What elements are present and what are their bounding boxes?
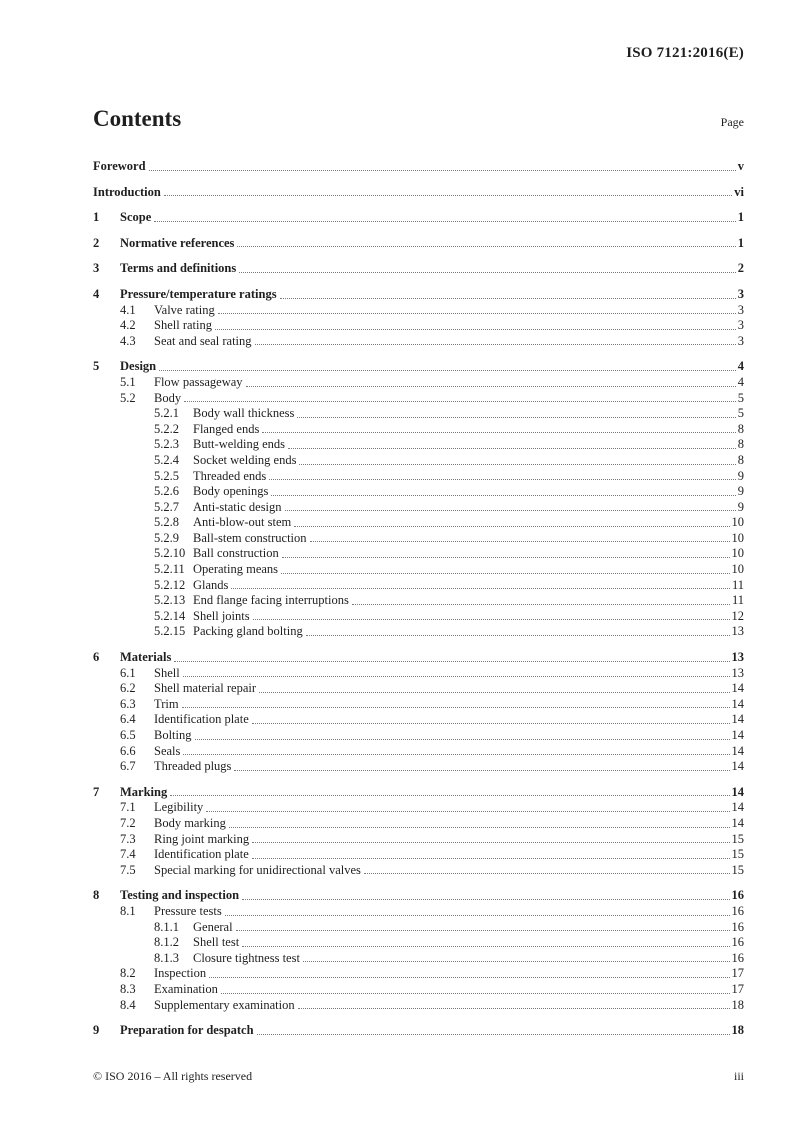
toc-entry-title: Inspection — [154, 966, 207, 981]
toc-entry-title: Glands — [193, 577, 229, 592]
toc-entry-page: 14 — [731, 759, 744, 774]
toc-entry-title: Operating means — [193, 562, 279, 577]
toc-entry[interactable] — [93, 951, 744, 967]
toc-entry-page: 4 — [737, 374, 744, 389]
toc-entry-title: Special marking for unidirectional valves — [154, 862, 361, 877]
toc-entry-page: 14 — [731, 696, 744, 711]
toc-entry-title: General — [193, 919, 233, 934]
toc-entry[interactable] — [93, 847, 744, 863]
toc-leader-dots — [262, 432, 735, 433]
toc-entry-number: 5.2.1 — [154, 406, 179, 421]
toc-leader-dots — [184, 401, 736, 402]
toc-leader-dots — [195, 739, 730, 740]
toc-entry-title: Shell joints — [193, 608, 250, 623]
toc-entry-page: 14 — [731, 743, 744, 758]
toc-entry[interactable] — [93, 422, 744, 438]
toc-entry-page: v — [737, 159, 744, 173]
toc-entry-title: Normative references — [120, 235, 235, 250]
toc-entry-title: Pressure tests — [154, 903, 222, 918]
toc-entry-title: Anti-blow-out stem — [193, 515, 292, 530]
toc-leader-dots — [183, 676, 730, 677]
toc-entry-number: 5.2.13 — [154, 593, 186, 608]
toc-entry-title: Butt-welding ends — [193, 437, 286, 452]
toc-entry-number: 5.2.8 — [154, 515, 179, 530]
toc-entry[interactable] — [93, 562, 744, 578]
toc-entry-page: 11 — [731, 577, 744, 592]
page-column-label: Page — [720, 115, 744, 129]
toc-entry-page: 10 — [731, 562, 744, 577]
toc-entry-page: 10 — [731, 515, 744, 530]
toc-entry-title: Threaded plugs — [154, 759, 232, 774]
toc-entry-page: 18 — [731, 997, 744, 1012]
toc-entry-page: 16 — [731, 919, 744, 934]
toc-entry-title: Ball-stem construction — [193, 530, 307, 545]
toc-entry[interactable] — [93, 375, 744, 391]
toc-entry-title: Shell test — [193, 935, 240, 950]
toc-entry-page: 14 — [731, 815, 744, 830]
toc-entry-title: Testing and inspection — [120, 888, 240, 903]
toc-entry[interactable] — [93, 759, 744, 775]
toc-leader-dots — [310, 541, 730, 542]
toc-leader-dots — [259, 692, 729, 693]
toc-leader-dots — [154, 221, 736, 222]
toc-leader-dots — [221, 993, 730, 994]
toc-entry-page: 14 — [731, 800, 744, 815]
toc-leader-dots — [271, 495, 735, 496]
toc-entry-title: Ball construction — [193, 546, 279, 561]
toc-entry-title: Valve rating — [154, 302, 215, 317]
toc-entry-title: Body openings — [193, 484, 269, 499]
toc-leader-dots — [231, 588, 730, 589]
toc-entry[interactable] — [93, 800, 744, 816]
toc-entry-page: vi — [734, 184, 744, 199]
toc-entry-page: 5 — [737, 406, 744, 421]
toc-entry[interactable] — [93, 609, 744, 625]
toc-leader-dots — [174, 661, 729, 662]
toc-entry-page: 17 — [731, 966, 744, 981]
toc-entry-title: Legibility — [154, 800, 204, 815]
toc-entry[interactable] — [93, 185, 744, 201]
toc-entry-title: Closure tightness test — [193, 950, 300, 965]
toc-entry[interactable] — [93, 904, 744, 920]
contents-header — [93, 106, 744, 132]
toc-entry-page: 10 — [731, 546, 744, 561]
toc-entry[interactable] — [93, 484, 744, 500]
contents-title: Contents — [93, 106, 182, 131]
toc-entry-number: 5.2.3 — [154, 437, 179, 452]
toc-entry[interactable] — [93, 500, 744, 516]
toc-entry-title: Introduction — [93, 184, 161, 199]
toc-entry[interactable] — [93, 624, 744, 640]
toc-entry[interactable] — [93, 359, 744, 375]
toc-entry-number: 5.2.10 — [154, 546, 186, 561]
toc-entry[interactable] — [93, 816, 744, 832]
toc-entry[interactable] — [93, 318, 744, 334]
toc-leader-dots — [285, 510, 736, 511]
toc-entry-title: Anti-static design — [193, 499, 282, 514]
toc-leader-dots — [252, 723, 730, 724]
toc-entry-number: 8 — [93, 888, 100, 903]
toc-entry-number: 5.2.7 — [154, 499, 179, 514]
toc-entry[interactable] — [93, 261, 744, 277]
toc-entry-page: 8 — [737, 421, 744, 436]
toc-entry[interactable] — [93, 593, 744, 609]
toc-entry-page: 16 — [731, 903, 744, 918]
toc-leader-dots — [252, 842, 729, 843]
toc-entry-number: 6.4 — [120, 712, 136, 727]
toc-entry-number: 5.2.14 — [154, 608, 186, 623]
toc-entry[interactable] — [93, 681, 744, 697]
toc-leader-dots — [237, 246, 735, 247]
toc-entry-number: 5.1 — [120, 374, 136, 389]
toc-entry[interactable] — [93, 666, 744, 682]
toc-leader-dots — [297, 417, 735, 418]
toc-entry-title: Identification plate — [154, 847, 249, 862]
toc-entry-page: 14 — [731, 681, 744, 696]
toc-entry-number: 6 — [93, 650, 100, 665]
toc-entry-number: 8.1.1 — [154, 919, 179, 934]
toc-entry[interactable] — [93, 453, 744, 469]
toc-entry-title: Seat and seal rating — [154, 333, 252, 348]
toc-entry-number: 8.1 — [120, 903, 136, 918]
copyright-notice: © ISO 2016 – All rights reserved — [93, 1069, 253, 1083]
toc-entry[interactable] — [93, 531, 744, 547]
toc-entry[interactable] — [93, 287, 744, 303]
toc-entry-number: 7.3 — [120, 831, 136, 846]
toc-leader-dots — [164, 195, 732, 196]
toc-entry-title: Shell rating — [154, 318, 212, 333]
toc-entry[interactable] — [93, 728, 744, 744]
toc-leader-dots — [236, 930, 730, 931]
toc-entry-number: 4 — [93, 286, 100, 301]
toc-leader-dots — [183, 754, 729, 755]
toc-leader-dots — [242, 946, 729, 947]
toc-entry-page: 9 — [737, 499, 744, 514]
toc-leader-dots — [253, 619, 730, 620]
toc-entry-number: 3 — [93, 261, 100, 276]
toc-entry-number: 5.2 — [120, 390, 136, 405]
toc-entry-number: 7 — [93, 784, 100, 799]
toc-entry[interactable] — [93, 650, 744, 666]
toc-entry-title: Pressure/temperature ratings — [120, 286, 277, 301]
toc-entry-title: Scope — [120, 210, 152, 225]
toc-leader-dots — [252, 858, 730, 859]
toc-entry[interactable] — [93, 303, 744, 319]
toc-entry-number: 6.7 — [120, 759, 136, 774]
toc-entry-page: 5 — [737, 390, 744, 405]
toc-entry[interactable] — [93, 712, 744, 728]
toc-entry-page: 3 — [737, 286, 744, 301]
toc-leader-dots — [229, 827, 730, 828]
toc-entry-page: 9 — [737, 484, 744, 499]
toc-entry-number: 5.2.15 — [154, 624, 186, 639]
toc-entry[interactable] — [93, 744, 744, 760]
toc-entry-number: 8.3 — [120, 981, 136, 996]
toc-leader-dots — [281, 573, 729, 574]
toc-entry-title: Flow passageway — [154, 374, 243, 389]
toc-entry-number: 5.2.2 — [154, 421, 179, 436]
toc-leader-dots — [159, 370, 736, 371]
toc-entry-page: 8 — [737, 452, 744, 467]
toc-leader-dots — [182, 707, 730, 708]
toc-entry-number: 5.2.9 — [154, 530, 179, 545]
toc-entry-number: 4.1 — [120, 302, 136, 317]
page-footer — [93, 1069, 744, 1084]
toc-entry[interactable] — [93, 863, 744, 879]
toc-entry-title: Body wall thickness — [193, 406, 295, 421]
toc-entry-page: 18 — [731, 1023, 744, 1038]
toc-entry-page: 14 — [731, 784, 744, 799]
toc-entry-page: 16 — [731, 935, 744, 950]
toc-entry-page: 15 — [731, 831, 744, 846]
toc-entry-title: Materials — [120, 650, 172, 665]
toc-entry-number: 5.2.6 — [154, 484, 179, 499]
toc-entry[interactable] — [93, 546, 744, 562]
toc-entry-number: 7.5 — [120, 862, 136, 877]
toc-entry-title: End flange facing interruptions — [193, 593, 349, 608]
toc-entry-title: Threaded ends — [193, 468, 267, 483]
toc-entry-title: Body — [154, 390, 182, 405]
toc-leader-dots — [246, 386, 736, 387]
toc-entry-title: Shell — [154, 665, 180, 680]
toc-entry-title: Foreword — [93, 159, 146, 173]
toc-entry-page: 17 — [731, 981, 744, 996]
toc-leader-dots — [149, 170, 736, 171]
toc-entry-title: Marking — [120, 784, 168, 799]
table-of-contents — [93, 149, 744, 1039]
toc-entry-page: 8 — [737, 437, 744, 452]
toc-entry-number: 6.6 — [120, 743, 136, 758]
toc-leader-dots — [218, 313, 736, 314]
toc-entry-number: 6.1 — [120, 665, 136, 680]
toc-leader-dots — [352, 604, 730, 605]
toc-entry[interactable] — [93, 578, 744, 594]
toc-entry-number: 5 — [93, 359, 100, 374]
toc-entry[interactable] — [93, 406, 744, 422]
toc-entry-number: 4.2 — [120, 318, 136, 333]
toc-entry-page: 15 — [731, 862, 744, 877]
toc-entry-title: Flanged ends — [193, 421, 260, 436]
toc-entry-page: 13 — [731, 624, 744, 639]
document-reference: ISO 7121:2016(E) — [626, 45, 744, 61]
toc-entry-number: 6.5 — [120, 728, 136, 742]
toc-leader-dots — [298, 1008, 730, 1009]
toc-entry-number: 2 — [93, 235, 100, 250]
toc-entry-number: 7.4 — [120, 847, 136, 862]
toc-entry-title: Bolting — [154, 728, 192, 742]
toc-entry-title: Socket welding ends — [193, 452, 297, 467]
toc-leader-dots — [299, 464, 735, 465]
toc-entry-title: Preparation for despatch — [120, 1023, 254, 1038]
toc-entry-page: 3 — [737, 333, 744, 348]
toc-entry-number: 8.2 — [120, 966, 136, 981]
toc-leader-dots — [206, 811, 729, 812]
toc-leader-dots — [280, 298, 736, 299]
toc-entry-page: 15 — [731, 847, 744, 862]
toc-entry-page: 10 — [731, 530, 744, 545]
toc-entry-page: 12 — [731, 608, 744, 623]
toc-entry[interactable] — [93, 210, 744, 226]
toc-entry[interactable] — [93, 785, 744, 801]
toc-entry-number: 9 — [93, 1023, 100, 1038]
toc-entry-number: 7.1 — [120, 800, 136, 815]
toc-entry-number: 5.2.5 — [154, 468, 179, 483]
toc-leader-dots — [234, 770, 729, 771]
toc-entry-page: 3 — [737, 318, 744, 333]
toc-entry-title: Body marking — [154, 815, 226, 830]
toc-leader-dots — [282, 557, 730, 558]
toc-entry[interactable] — [93, 966, 744, 982]
toc-entry[interactable] — [93, 998, 744, 1014]
toc-entry-number: 5.2.11 — [154, 562, 185, 577]
toc-entry[interactable] — [93, 697, 744, 713]
toc-entry-number: 7.2 — [120, 815, 136, 830]
toc-entry-page: 1 — [737, 235, 744, 250]
toc-entry-number: 8.4 — [120, 997, 136, 1012]
toc-entry-page: 13 — [731, 665, 744, 680]
toc-entry[interactable] — [93, 469, 744, 485]
toc-leader-dots — [225, 915, 730, 916]
toc-entry[interactable] — [93, 334, 744, 350]
toc-leader-dots — [239, 272, 736, 273]
toc-entry-title: Examination — [154, 981, 218, 996]
toc-entry-title: Trim — [154, 696, 179, 711]
toc-entry-page: 4 — [737, 359, 744, 374]
toc-entry-page: 13 — [731, 650, 744, 665]
toc-entry-number: 8.1.3 — [154, 950, 179, 965]
toc-leader-dots — [303, 961, 730, 962]
toc-entry-number: 6.3 — [120, 696, 136, 711]
toc-entry-title: Packing gland bolting — [193, 624, 303, 639]
toc-entry[interactable] — [93, 391, 744, 407]
toc-entry-number: 1 — [93, 210, 100, 225]
toc-entry-page: 14 — [731, 728, 744, 742]
toc-leader-dots — [288, 448, 736, 449]
toc-entry-page: 11 — [731, 593, 744, 608]
toc-leader-dots — [364, 873, 730, 874]
toc-entry[interactable] — [93, 1023, 744, 1039]
toc-leader-dots — [269, 479, 736, 480]
toc-entry[interactable] — [93, 437, 744, 453]
toc-entry-page: 16 — [731, 888, 744, 903]
toc-leader-dots — [215, 329, 736, 330]
folio-page-number: iii — [733, 1069, 744, 1083]
toc-entry-number: 6.2 — [120, 681, 136, 696]
toc-entry-number: 5.2.12 — [154, 577, 186, 592]
toc-entry-page: 2 — [737, 261, 744, 276]
toc-leader-dots — [306, 635, 730, 636]
toc-entry-title: Supplementary examination — [154, 997, 295, 1012]
toc-entry[interactable] — [93, 236, 744, 252]
toc-entry-number: 8.1.2 — [154, 935, 179, 950]
toc-entry-title: Terms and definitions — [120, 261, 237, 276]
toc-entry-number: 5.2.4 — [154, 452, 179, 467]
toc-leader-dots — [242, 899, 729, 900]
toc-entry-page: 9 — [737, 468, 744, 483]
toc-entry-number: 4.3 — [120, 333, 136, 348]
toc-leader-dots — [257, 1034, 730, 1035]
toc-entry[interactable] — [93, 159, 744, 175]
toc-leader-dots — [209, 977, 729, 978]
toc-entry[interactable] — [93, 515, 744, 531]
toc-leader-dots — [255, 344, 736, 345]
toc-entry[interactable] — [93, 888, 744, 904]
toc-entry-title: Shell material repair — [154, 681, 257, 696]
toc-entry-title: Seals — [154, 743, 181, 758]
toc-entry-page: 14 — [731, 712, 744, 727]
toc-entry-title: Identification plate — [154, 712, 249, 727]
toc-leader-dots — [294, 526, 729, 527]
toc-entry[interactable] — [93, 935, 744, 951]
toc-entry-title: Ring joint marking — [154, 831, 250, 846]
toc-entry-page: 3 — [737, 302, 744, 317]
toc-leader-dots — [170, 795, 729, 796]
toc-entry[interactable] — [93, 982, 744, 998]
toc-entry-page: 1 — [737, 210, 744, 225]
toc-entry-title: Design — [120, 359, 157, 374]
toc-entry[interactable] — [93, 920, 744, 936]
toc-entry[interactable] — [93, 832, 744, 848]
toc-entry-page: 16 — [731, 950, 744, 965]
